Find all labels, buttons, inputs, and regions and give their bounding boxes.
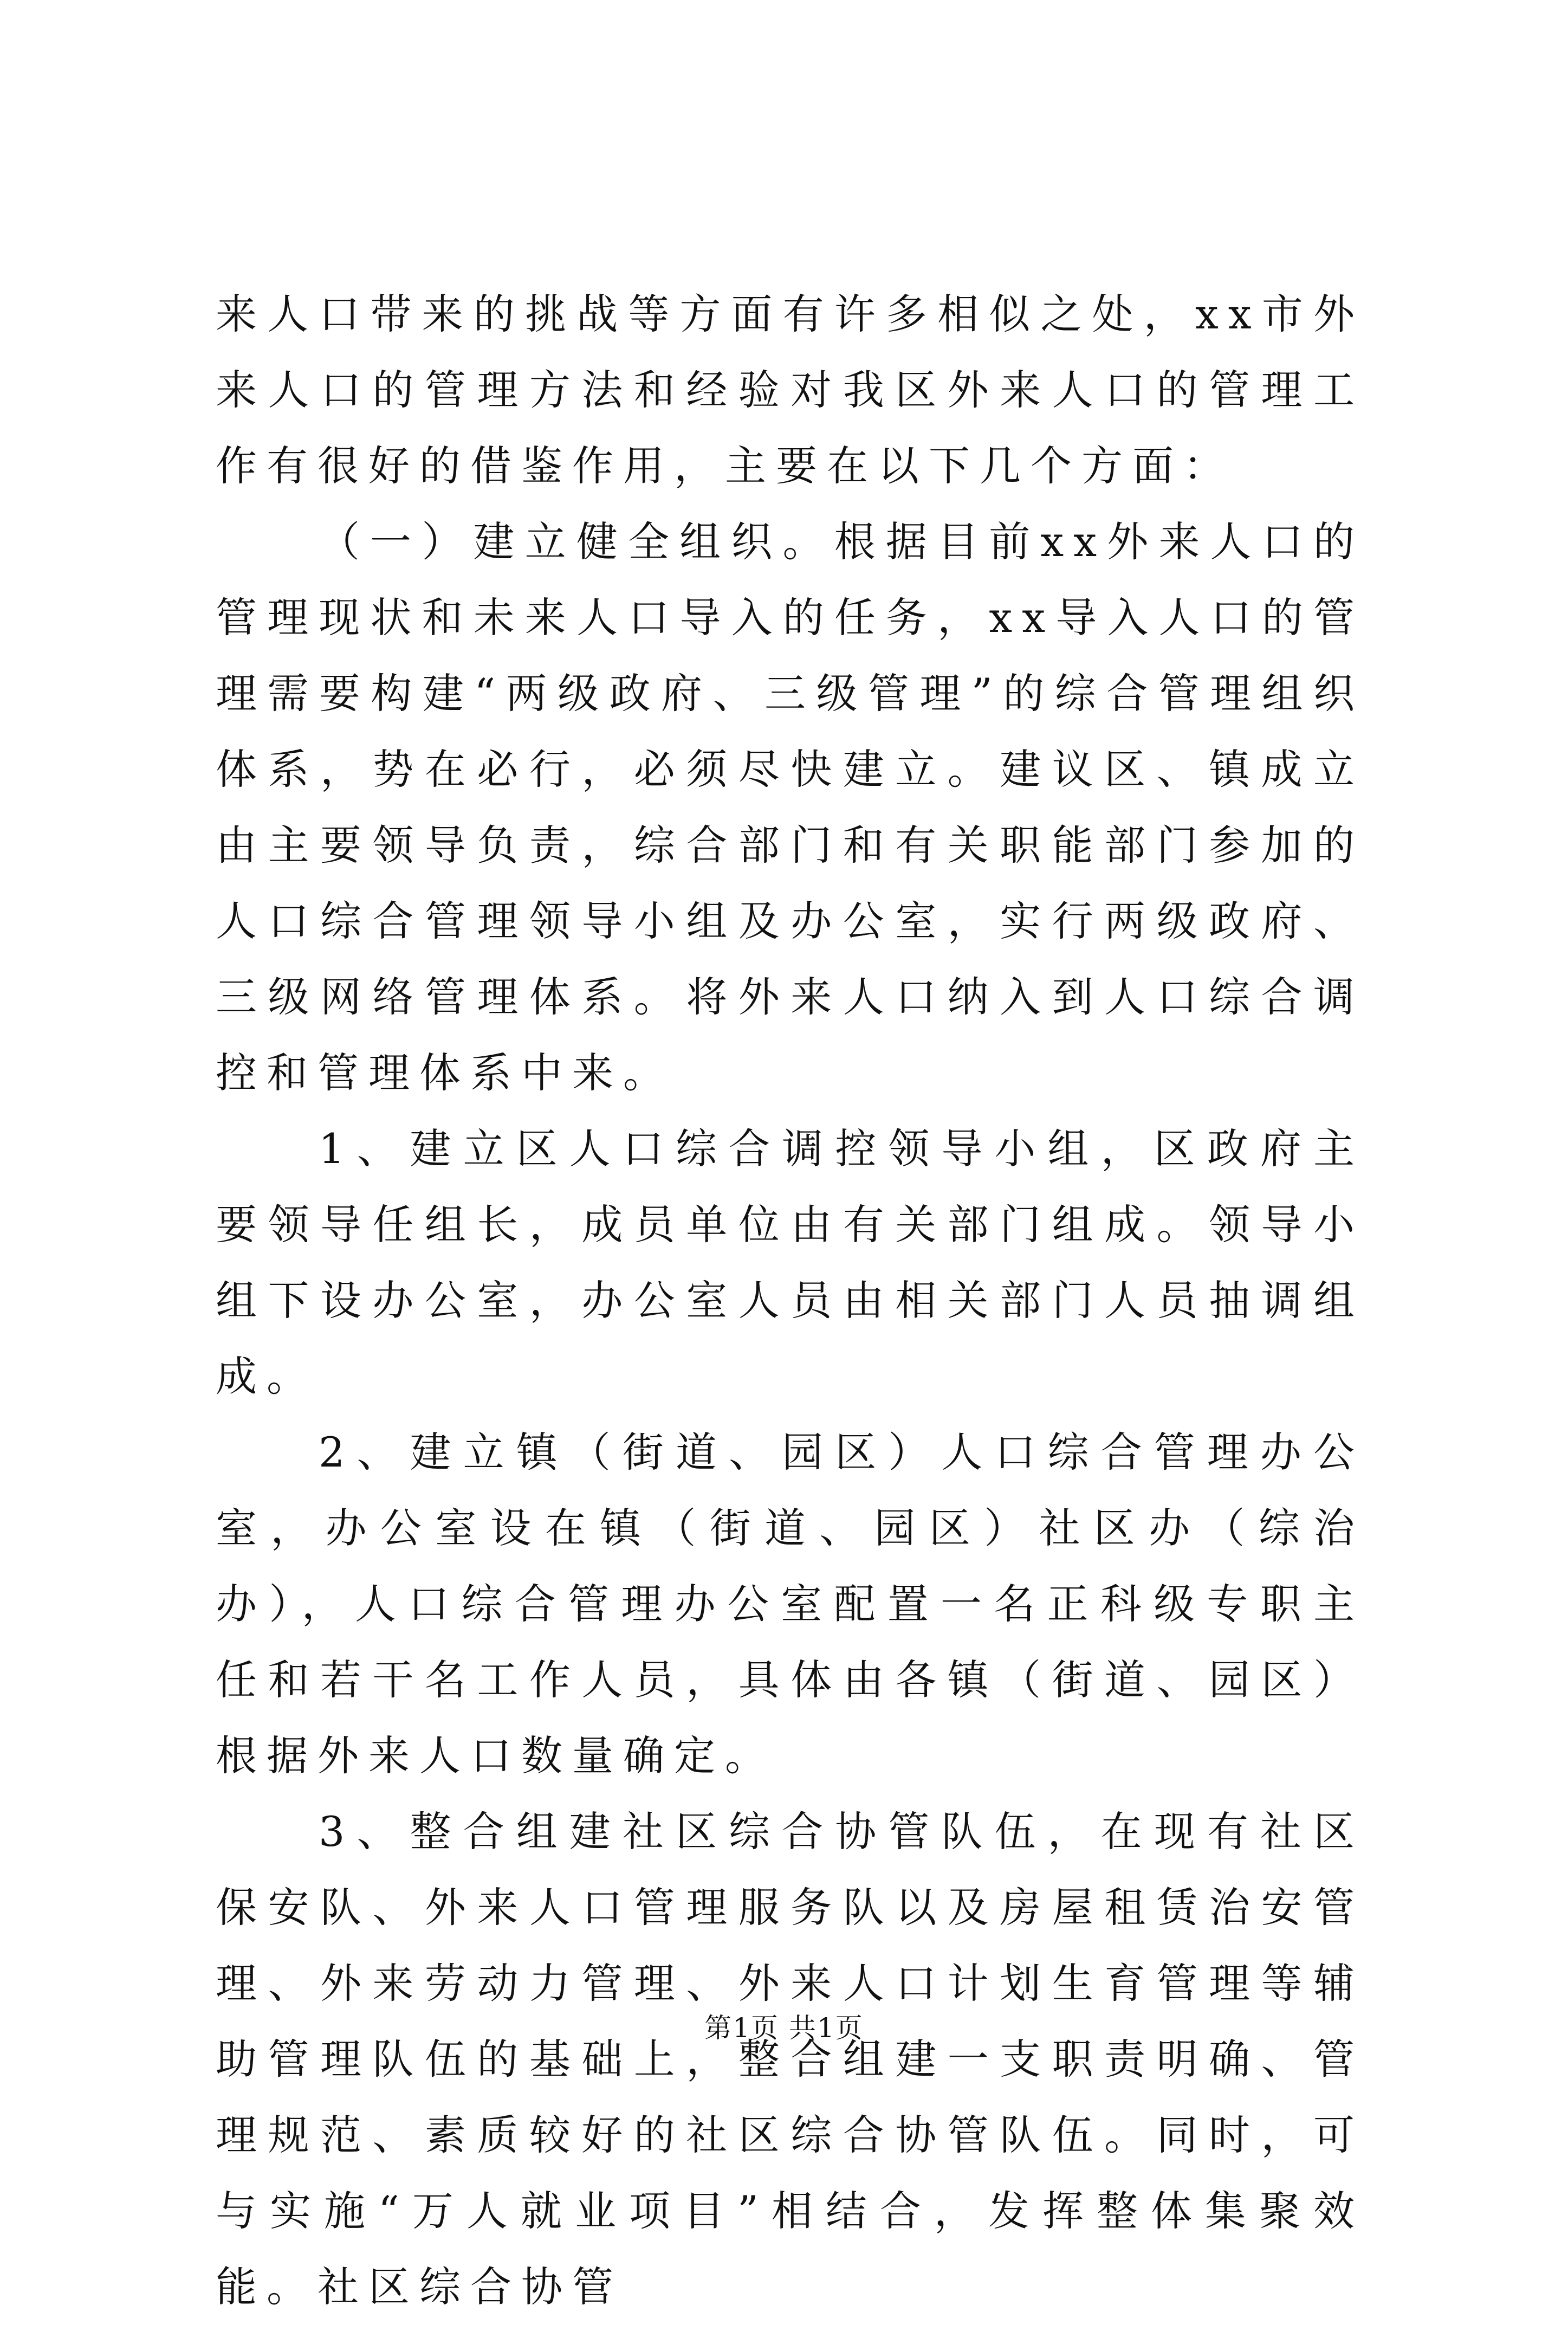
paragraph-continuation: 来人口带来的挑战等方面有许多相似之处，xx市外来人口的管理方法和经验对我区外来人口的管理工作有很好的借鉴作用，主要在以下几个方面： [216,290,1364,490]
page-number-footer: 第1页 共1页 [704,2012,864,2044]
paragraph-section-one: （一）建立健全组织。根据目前xx外来人口的管理现状和未来人口导入的任务，xx导入人口的管理需要构建“两级政府、三级管理”的综合管理组织体系，势在必行，必须尽快建立。建议区、镇成立由主要领导负责，综合部门和有关职能部门参加的人口综合管理领导小组及办公室，实行两级政府、三级网络管理体系。将外来人口纳入到人口综合调控和管理体系中来。 [216,518,1364,1097]
paragraph-item-2: 2、建立镇（街道、园区）人口综合管理办公室，办公室设在镇（街道、园区）社区办（综治办），人口综合管理办公室配置一名正科级专职主任和若干名工作人员，具体由各镇（街道、园区）根据外来人口数量确定。 [216,1428,1364,1780]
paragraph-item-3: 3、整合组建社区综合协管队伍，在现有社区保安队、外来人口管理服务队以及房屋租赁治安管理、外来劳动力管理、外来人口计划生育管理等辅助管理队伍的基础上，整合组建一支职责明确、管理规范、素质较好的社区综合协管队伍。同时，可与实施“万人就业项目”相结合，发挥整体集聚效能。社区综合协管 [216,1807,1364,2311]
paragraph-item-1: 1、建立区人口综合调控领导小组，区政府主要领导任组长，成员单位由有关部门组成。领导小组下设办公室，办公室人员由相关部门人员抽调组成。 [216,1125,1364,1400]
